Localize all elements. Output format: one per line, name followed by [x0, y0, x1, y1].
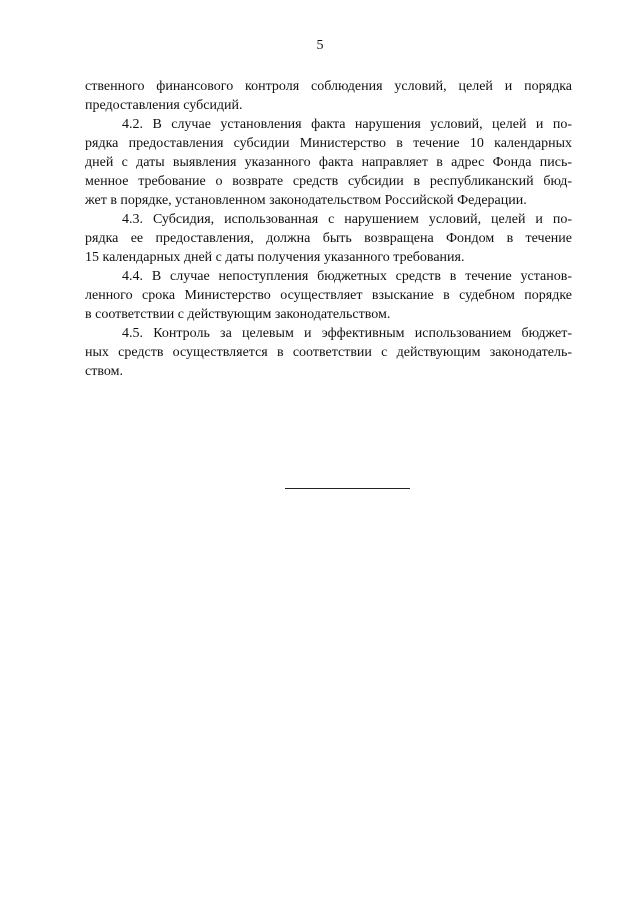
- text-line: ством.: [85, 364, 123, 379]
- text-line: 15 календарных дней с даты получения указанного требования.: [85, 250, 465, 265]
- text-line: 4.4. В случае непоступления бюджетных средств в течение установ-: [122, 269, 572, 284]
- text-line: менное требование о возврате средств субсидии в республиканский бюд-: [85, 174, 572, 189]
- text-line: предоставления субсидий.: [85, 98, 243, 113]
- text-line: ленного срока Министерство осуществляет взыскание в судебном порядке: [85, 288, 572, 303]
- text-line: рядка ее предоставления, должна быть возвращена Фондом в течение: [85, 231, 572, 246]
- text-line: дней с даты выявления указанного факта направляет в адрес Фонда пись-: [85, 155, 572, 170]
- text-line: жет в порядке, установленном законодательством Российской Федерации.: [85, 193, 527, 208]
- paragraph-continuation: [85, 77, 572, 115]
- end-separator-line: [285, 488, 410, 489]
- paragraph-4-3: [85, 210, 572, 267]
- text-line: 4.2. В случае установления факта нарушения условий, целей и по-: [122, 117, 572, 132]
- paragraph-4-5: [85, 324, 572, 381]
- text-line: ственного финансового контроля соблюдения условий, целей и порядка: [85, 79, 572, 94]
- text-line: рядка предоставления субсидии Министерство в течение 10 календарных: [85, 136, 572, 151]
- text-line: ных средств осуществляется в соответствии с действующим законодатель-: [85, 345, 572, 360]
- paragraph-4-2: [85, 115, 572, 210]
- page-number: 5: [316, 38, 324, 53]
- text-line: 4.5. Контроль за целевым и эффективным использованием бюджет-: [122, 326, 572, 341]
- text-line: 4.3. Субсидия, использованная с нарушением условий, целей и по-: [122, 212, 572, 227]
- text-line: в соответствии с действующим законодательством.: [85, 307, 391, 322]
- document-body: [85, 77, 572, 381]
- paragraph-4-4: [85, 267, 572, 324]
